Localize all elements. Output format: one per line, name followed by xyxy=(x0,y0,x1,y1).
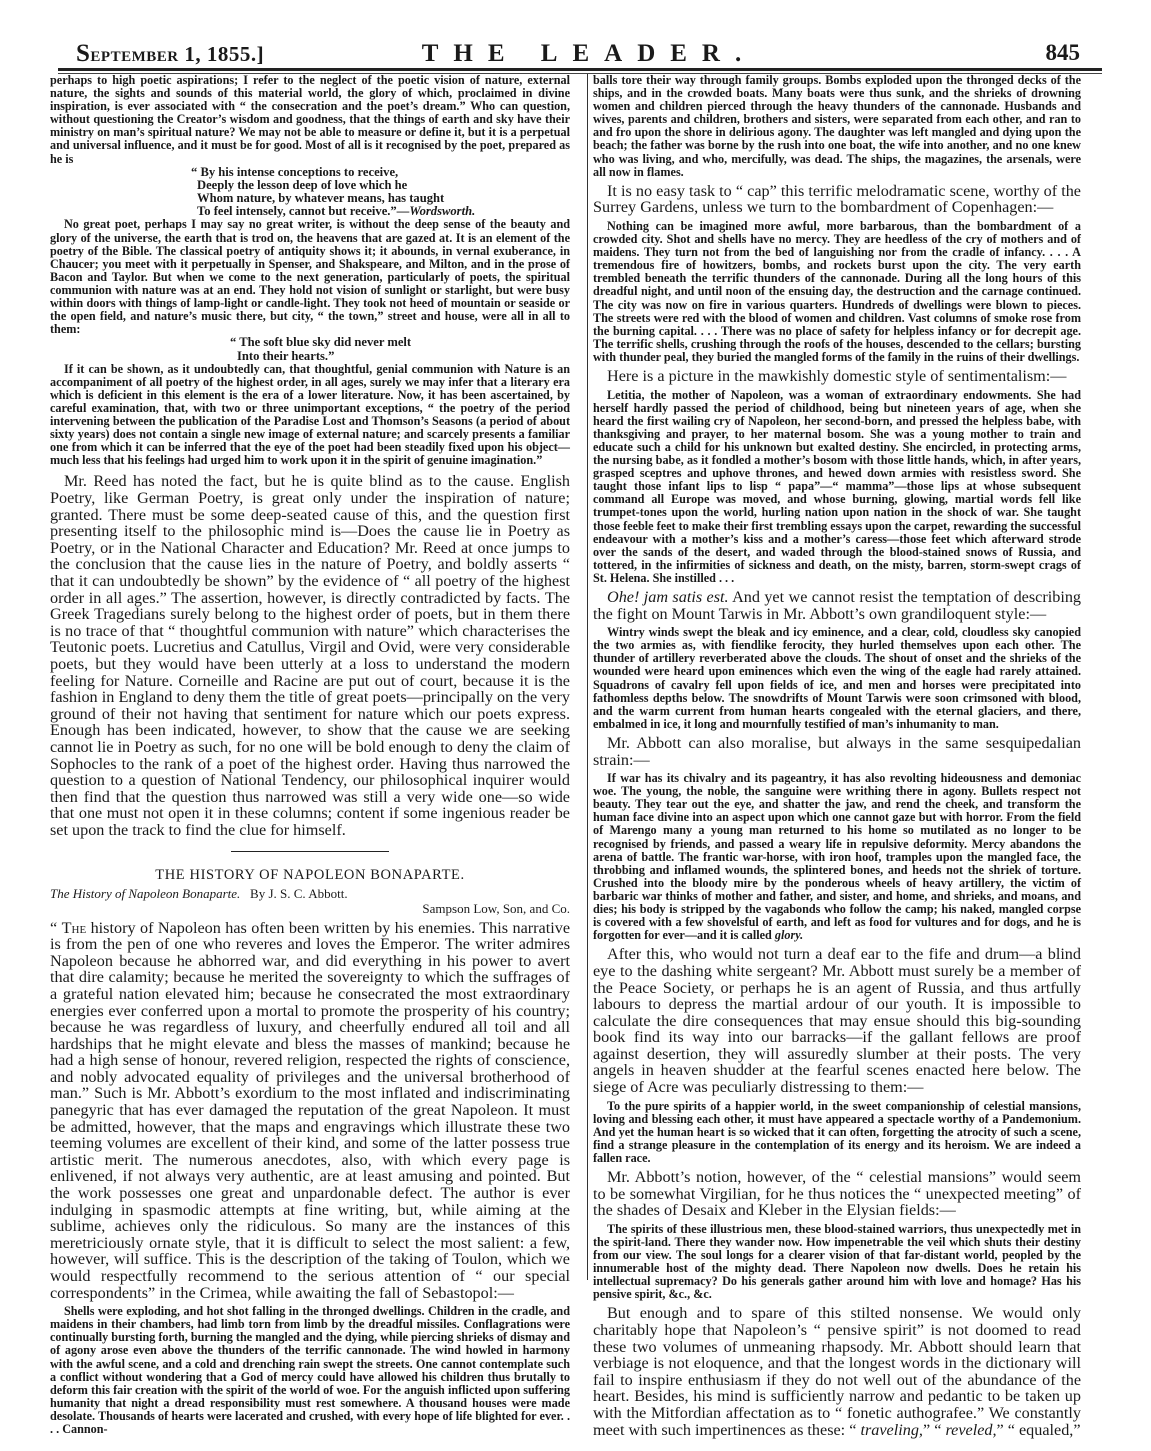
verse-attribution: —Wordsworth. xyxy=(396,204,476,219)
quote-toulon: Shells were exploding, and hot shot falling in the thronged dwellings. Children in the cradle, and maidens in their chambers, had limb torn from limb by the dreadful missiles. Conflagrations were continually bursting forth, burning the mangled and the dying, while piercing shrieks of dismay and of agony arose even above the thunders of the terrific cannonade. The wind howled in harmony with the awful scene, and a cold and drenching rain swept the streets. One cannot contemplate such a conflict without wondering that a God of mercy could have allowed his children thus brutally to deform this fair creation with the spirit of the world of woe. For the anguish inflicted upon suffering humanity that night a dread responsibility must rest somewhere. A thousand houses were made desolate. Thousands of hearts were lacerated and crushed, with every hope of life blighted for ever. . . . Cannon- xyxy=(50,1304,570,1437)
masthead xyxy=(76,40,1102,66)
verse-line: Whom nature, by whatever means, has taught xyxy=(197,191,445,206)
quote-spirits: The spirits of these illustrious men, these blood-stained warriors, thus unexpectedly met in the spirit-land. There they wander now. How impenetrable the veil which shuts their destiny from our view. The soul longs for a clearer vision of that far-distant world, peopled by the innumerable host of the mighty dead. There Napoleon now dwells. Does he retain his intellectual supremacy? Do his generals gather around him with love and homage? Has his pensive spirit, &c., &c. xyxy=(593,1221,1081,1302)
quote-acre: To the pure spirits of a happier world, in the sweet companionship of celestial mansions, loving and blessing each other, it must have appeared a spectacle worthy of a Pandemonium. And yet the human heart is so wicked that it can often, forgetting the atrocity of such a scene, find a strange pleasure in the contemplation of its energy and its heroism. We are indeed a fallen race. xyxy=(593,1098,1081,1166)
paragraph-moralise: Mr. Abbott can also moralise, but always in the same sesquipedalian strain:— xyxy=(593,733,1081,769)
quote-war: If war has its chivalry and its pageantry, it has also revolting hideousness and demoniac woe. The young, the noble, the sanguine were writhing there in agony. Bullets respect not beauty. They tear out the eye, and shatter the jaw, and rend the cheek, and transform the human face divine into an aspect upon which one cannot gaze but with horror. From the field of Marengo many a young man returned to his home so mutilated as no longer to be recognised by friends, and passed a weary life in repulsive deformity. Mercy abandons the arena of battle. The frantic war-horse, with iron hoof, tramples upon the mangled face, the throbbing and inflamed wounds, the splintered bones, and heeds not the shriek of torture. Crushed into the bloody mire by the ponderous wheels of heavy artillery, the victim of barbaric war thinks of mother and father, and sister, and home, and shrieks, and moans, and dies; his body is stripped by the vagabonds who follow the camp; his naked, mangled corpse is covered with a few shovelsful of earth, and left as food for vultures and for dogs, and he is forgotten for ever—and it is called glory. xyxy=(593,771,1081,943)
verse-line: To feel intensely, cannot but receive.” xyxy=(197,204,397,219)
paragraph-no-great-poet: No great poet, perhaps I may say no great writer, is without the deep sense of the beauty and glory of the universe, the earth that is trod on, the heavens that are gazed at. It is an element of the poetry of the Bible. The classical poetry of antiquity shows it; it abounds, in vernal exuberance, in Chaucer; you meet with it perpetually in Spenser, and Shakspeare, and Milton, and in the prose of Bacon and Taylor. But when we come to the next generation, particularly of poets, the spiritual communion with nature was at an end. They hold not vision of sunlight or starlight, but were busy within doors with things of lamp-light or candle-light. They took not heed of mountain or seaside or the open field, and nature’s music there, but city, “ the town,” street and house, were all in all to them: xyxy=(50,217,570,337)
page-number: 845 xyxy=(1045,40,1080,65)
verse-line: Deeply the lesson deep of love which he xyxy=(197,177,408,192)
quote-letitia: Letitia, the mother of Napoleon, was a woman of extraordinary endowments. She had herself hardly passed the period of childhood, being but nineteen years of age, when she heard the first wailing cry of Napoleon, her second-born, and pressed the helpless babe, with thanksgiving and prayer, to her maternal bosom. She was a young mother to train and educate such a child for his unknown but exalted destiny. She encircled, in protecting arms, the nursing babe, as it fondled a mother’s bosom with those little hands, which, in after years, grasped sceptres and uphove thrones, and hewed down armies with resistless sword. She taught those infant lips to lisp “ papa”—“ mamma”—those lips at whose subsequent command all Europe was moved, and whose burning, glowing, martial words fell like trumpet-tones upon the world, hurling nation upon nation in the shock of war. She taught those feeble feet to make their first trembling essays upon the carpet, rewarding the successful endeavour with a mother’s kiss and a mother’s caress—those feet which afterward strode over the sands of the desert, and waded through the blood-stained snows of Russia, and tottered, in the infirmities of sickness and death, on the misty, barren, storm-swept crags of St. Helena. She instilled . . . xyxy=(593,387,1081,585)
paragraph-sentimental-intro: Here is a picture in the mawkishly domestic style of sentimentalism:— xyxy=(607,366,1067,385)
paragraph-copenhagen-intro: It is no easy task to “ cap” this terrific melodramatic scene, worthy of the Surrey Gardens, unless we turn to the bombardment of Copenhagen:— xyxy=(593,181,1081,217)
soft-blue-sky-verse xyxy=(230,335,570,363)
section-divider xyxy=(231,851,389,852)
column-divider xyxy=(587,74,588,1280)
review-byline xyxy=(50,886,570,901)
review-heading: THE HISTORY OF NAPOLEON BONAPARTE. xyxy=(155,866,465,883)
lead-word: The xyxy=(61,918,87,937)
paragraph-after-this: After this, who would not turn a deaf ear to the fife and drum—a blind eye to the dashing white sergeant? Mr. Abbott must surely be a member of the Peace Society, or perhaps he is an agent of Russia, and thus artfully labours to depress the martial ardour of our youth. It is impossible to calculate the dire consequences that may ensue should this big-sounding book find its way into our barracks—if the gallant fellows are proof against desertion, they will assuredly slumber at their posts. The very angels in heaven shudder at the fearful scenes enacted here below. The siege of Acre was peculiarly distressing to them:— xyxy=(593,945,1081,1097)
paragraph-communion-with-nature: If it can be shown, as it undoubtedly can, that thoughtful, genial communion with Nature is an accompaniment of all poetry of the highest order, in all ages, surely we may infer that a literary era which is deficient in this element is the era of a lower literature. Now, it has been ascertained, by careful examination, that, with two or three unimportant exceptions, “ the poetry of the period intervening between the publication of the Paradise Lost and Thomson’s Seasons (a period of about sixty years) does not contain a single new image of external nature; and scarcely presents a familiar one from which it can be inferred that the eye of the poet had been steadily fixed upon his object—much less that his feelings had urged him to work upon it in the spirit of genuine imagination.” xyxy=(50,361,570,468)
book-author: By J. S. C. Abbott. xyxy=(250,885,348,901)
quote-toulon-continued: balls tore their way through family groups. Bombs exploded upon the thronged decks of the ships, and in the crowded boats. Many boats were thus sunk, and the shrieks of drowning women and children pierced through the heavy thunders of the cannonade. Husbands and wives, parents and children, brothers and sisters, were separated from each other, and ran to and fro upon the shore in delirious agony. The daughter was left mangled and dying upon the beach; the father was borne by the rush into one boat, the wife into another, and no one knew who was living, and who, mercifully, was dead. The ships, the magazines, the arsenals, were all now in flames. xyxy=(593,73,1081,179)
masthead-rule-thick xyxy=(58,68,1102,71)
publication-title: THE LEADER. xyxy=(421,40,757,67)
book-title: The History of Napoleon Bonaparte. xyxy=(50,885,241,901)
quote-mount-tarwis: Wintry winds swept the bleak and icy eminence, and a clear, cold, cloudless sky canopied the two armies as, with fiendlike ferocity, they hurled themselves upon each other. The thunder of artillery reverberated above the clouds. The shout of onset and the shrieks of the wounded were heard upon eminences which even the wing of the eagle had rarely attained. Squadrons of cavalry fell upon fields of ice, and men and horses were precipitated into fathomless depths below. The snowdrifts of Mount Tarwis were soon crimsoned with blood, and the warm current from human hearts congealed with the eternal glaciers, and there, embalmed in ice, it long and mournfully testified of man’s inhumanity to man. xyxy=(593,625,1081,731)
verse-line: Into their hearts.” xyxy=(237,348,335,363)
latin-phrase: Ohe! jam satis est. xyxy=(607,587,729,606)
paragraph-poetic-aspirations: perhaps to high poetic aspirations; I refer to the neglect of the poetic vision of nature, external nature, the sights and sounds of this material world, the glory of which, proclaimed in divine inspiration, is ever associated with “ the consecration and the poet’s dream.” Who can question, without questioning the Creator’s wisdom and goodness, that the things of earth and sky have their ministry on man’s spiritual nature? We may not be able to measure or define it, but it is a perpetual and universal influence, and it must be for good. Most of all is it recognised by the poet, prepared as he is xyxy=(50,73,570,166)
paragraph-ohe-jam-satis: Ohe! jam satis est. And yet we cannot resist the temptation of describing the fight on Mount Tarwis in Mr. Abbott’s own grandiloquent style:— xyxy=(593,587,1082,623)
paragraph-enough: But enough and to spare of this stilted nonsense. We would only charitably hope that Napoleon’s “ pensive spirit” is not doomed to read these two volumes of unmeaning rhapsody. Mr. Abbott should learn that verbiage is not eloquence, and that the longest words in the dictionary will fail to inspire enthusiasm if they do not well out of the abundance of the heart. Besides, his mind is sufficiently narrow and pedantic to be taken up with the Mitfordian affectation as to “ fonetic authografee.” We constantly meet with such impertinences as these: “ traveling,” “ reveled,” “ equaled,” xyxy=(593,1304,1081,1439)
quote-copenhagen: Nothing can be imagined more awful, more barbarous, than the bombardment of a crowded city. Shot and shells have no mercy. They are heedless of the cry of mothers and of maidens. They turn not from the bed of languishing nor from the cradle of infancy. . . . A tremendous fire of howitzers, bombs, and rockets burst upon the city. The very earth trembled beneath the terrific thunders of the cannonade. During all the long hours of this dreadful night, and until noon of the ensuing day, the destruction and the carnage continued. The city was now on fire in various quarters. Hundreds of dwellings were blown to pieces. The streets were red with the blood of women and children. Vast columns of smoke rose from the burning capital. . . . There was no place of safety for helpless infancy or for decrepit age. The terrific shells, crushing through the roofs of the houses, descended to the cellars; bursting with thunder peal, they buried the mangled forms of the family in the ruins of their dwellings. xyxy=(593,218,1081,364)
right-column xyxy=(593,74,1081,1438)
paragraph-mr-reed: Mr. Reed has noted the fact, but he is quite blind as to the cause. English Poetry, like German Poetry, is great only under the inspiration of nature; granted. There must be some deep-seated cause of this, and the question first presenting itself to the philosophic mind is—Does the cause lie in Poetry as Poetry, or in the National Character and Education? Mr. Reed at once jumps to the conclusion that the cause lies in the nature of Poetry, and boldly asserts “ that it can undoubtedly be shown” by the evidence of “ all poetry of the highest order in all ages.” The assertion, however, is directly contradicted by facts. The Greek Tragedians surely belong to the highest order of poets, but in them there is no trace of that “ thoughtful communion with nature” which characterises the Teutonic poets. Lucretius and Catullus, Virgil and Ovid, were very considerable poets, but they would have been utterly at a loss to understand the modern feeling for Nature. Corneille and Racine are put out of court, because it is the fashion in England to deny them the title of great poets—principally on the very ground of their not having that sentiment for nature which our poets express. Enough has been indicated, however, to show that the cause we are seeking cannot lie in Poetry as such, for no one will be bold enough to deny the claim of Sophocles to the rank of a poet of the highest order. Having thus narrowed the question to a question of National Tendency, our philosophical inquirer would then find that the question thus narrowed was still a very wide one—so wide that one must not open it in these columns; content if some ingenious reader be set upon the track to find the clue for himself. xyxy=(50,472,570,839)
issue-date: September 1, 1855.] xyxy=(76,40,265,67)
verse-line: “ The soft blue sky did never melt xyxy=(230,335,412,350)
book-publisher: Sampson Low, Son, and Co. xyxy=(422,900,570,916)
paragraph-review-opening: “ The history of Napoleon has often been written by his enemies. This narrative is from the pen of one who reveres and loves the Emperor. The writer admires Napoleon because he abhorred war, and did everything in his power to avert that dire calamity; because he merited the sovereignty to which the suffrages of a grateful nation elevated him; because he consecrated the most extraordinary energies ever conferred upon a mortal to promote the prosperity of his country; because he was regardless of luxury, and cheerfully endured all toil and all hardships that he might elevate and bless the masses of mankind; because he had a high sense of honour, revered religion, respected the rights of conscience, and nobly advocated equality of privileges and the universal brotherhood of man.” Such is Mr. Abbott’s exordium to the most inflated and indiscriminating panegyric that has ever damaged the reputation of the great Napoleon. It must be admitted, however, that the maps and engravings which illustrate these two teeming volumes are excellent of their kind, and some of the latter possess true artistic merit. The numerous anecdotes, also, with which every page is enlivened, if not always very authentic, are at least amusing and pointed. But the work possesses one great and unpardonable defect. The author is ever indulging in spasmodic attempts at fine writing, but, while aiming at the sublime, achieves only the ridiculous. So many are the instances of this meretriciously ornate style, that it is difficult to select the most salient: a few, however, will suffice. This is the description of the taking of Toulon, which we would respectfully recommend to the serious attention of “ our special correspondents” in the Crimea, while awaiting the fall of Sebastopol:— xyxy=(50,918,570,1302)
glory-word: glory. xyxy=(774,928,804,943)
verse-line: “ By his intense conceptions to receive, xyxy=(191,164,399,179)
left-column xyxy=(50,74,570,1436)
paragraph-celestial-mansions: Mr. Abbott’s notion, however, of the “ celestial mansions” would seem to be somewhat Virgilian, for he thus notices the “ unexpected meeting” of the shades of Desaix and Kleber in the Elysian fields:— xyxy=(593,1168,1081,1220)
wordsworth-verse xyxy=(191,164,570,219)
